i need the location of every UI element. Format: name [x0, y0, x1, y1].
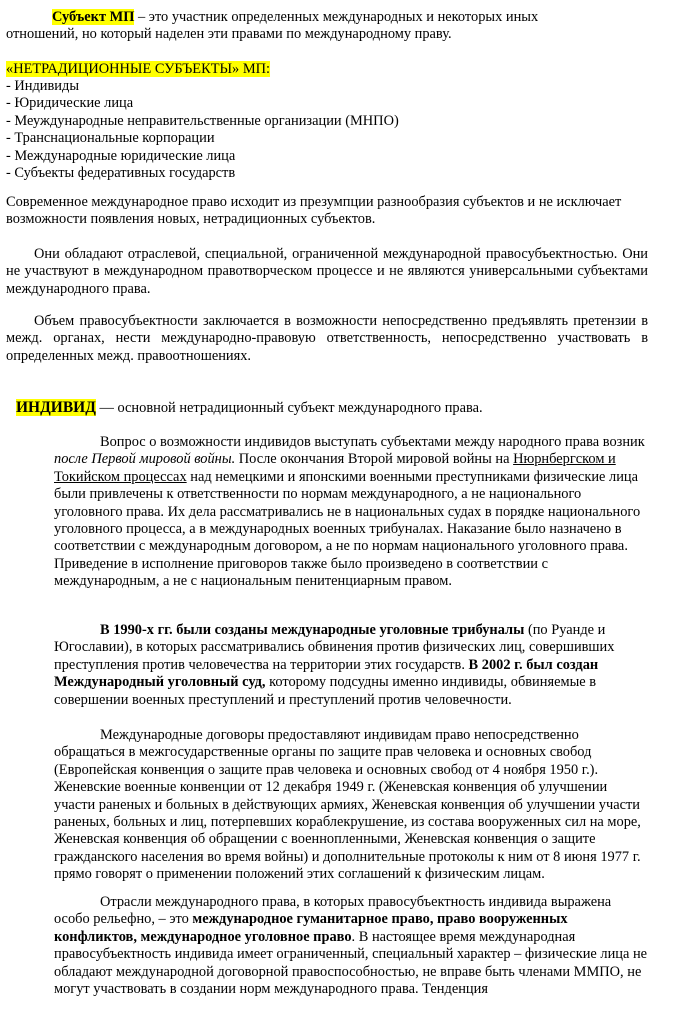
scope-paragraph: Объем правосубъектности заключается в возможности непосредственно предъявлять претензии в межд. органах, нести международно-правовую ответственность, непосредственно участвовать в определенных межд. правоотношениях.: [6, 313, 648, 364]
presumption-paragraph: Современное международное право исходит из презумпции разнообразия субъектов и не исключает возможности появления новых, нетрадиционных субъектов.: [6, 194, 622, 228]
icc-bold: В 2002 г. был создан Международный уголовный суд,: [54, 656, 599, 691]
individ-heading: [16, 399, 483, 417]
tribunals-bold: В 1990-х гг. были созданы международные уголовные трибуналы: [100, 622, 525, 638]
branches-bold: международное гуманитарное право, право вооруженных конфликтов, международное уголовное право: [54, 911, 568, 945]
list-item: - Меуждународные неправительственные организации (МНПО): [6, 112, 399, 129]
list-item: - Транснациональные корпорации: [6, 130, 215, 147]
nontraditional-list: [6, 78, 399, 182]
individ-text: — основной нетрадиционный субъект международного права.: [95, 400, 483, 416]
trials-link-text: Нюрнбергском и Токийском процессах: [54, 451, 616, 485]
list-item: - Юридические лица: [6, 95, 134, 112]
list-item: - Субъекты федеративных государств: [6, 165, 236, 182]
definition-term: Субъект МП: [52, 9, 135, 25]
list-item: - Индивиды: [6, 78, 79, 94]
nontraditional-heading-text: «НЕТРАДИЦИОННЫЕ СУБЪЕКТЫ» МП:: [6, 61, 271, 77]
definition-paragraph: [6, 9, 614, 44]
tribunals-paragraph: В 1990-х гг. были созданы международные уголовные трибуналы (по Руанде и Югославии), в которых рассматривались обвинения против физических лиц, совершивших преступления против человечества на территории этих государств. В 2002 г. был создан Международный уголовный суд, которому подсудны именно индивиды, обвиняемые в совершении военных преступлений и преступлений против человечности.: [54, 622, 615, 708]
branches-paragraph: Отрасли международного права, в которых правосубъектность индивида выражена особо рельефно, – это международное гуманитарное право, право вооруженных конфликтов, международное уголовное право. В настоящее время международная правосубъектность индивида имеет ограниченный, специальный характер – физические лица не обладают международной договорной правоспособностью, не вправе быть членами ММПО, не могут участвовать в создании норм международного права. Тенденция: [54, 894, 648, 998]
capacity-paragraph: Они обладают отраслевой, специальной, ограниченной международной правосубъектностью. Они не участвуют в международном правотворческом процессе и не являются универсальными субъектами международного права.: [6, 246, 648, 297]
treaties-paragraph: Международные договоры предоставляют индивидам право непосредственно обращаться в межгосударственные органы по защите прав человека и основных свобод (Европейская конвенция о защите прав человека и основных свобод от 4 ноября 1950 г.). Женевские военные конвенции от 12 декабря 1949 г. (Женевская конвенция об улучшении участи раненых и больных в действующих армиях, Женевская конвенция об улучшении участи раненых, больных и лиц, потерпевших кораблекрушение, из состава вооруженных сил на море, Женевская конвенция об обращении с военнопленными, Женевская конвенция о защите гражданского населения во время войны) и дополнительные протоколы к ним от 8 июня 1977 г. прямо говорят о применении положений этих соглашений к физическим лицам.: [54, 727, 641, 883]
individ-term: ИНДИВИД: [16, 399, 96, 416]
list-item: - Международные юридические лица: [6, 147, 236, 164]
ww1-phrase: после Первой мировой войны.: [54, 451, 236, 468]
definition-text: – это участник определенных международных и некоторых иных отношений, но который наделен эти правами по международному праву.: [6, 9, 539, 43]
history-paragraph: Вопрос о возможности индивидов выступать субъектами между народного права возник после Первой мировой войны. После окончания Второй мировой войны на Нюрнбергском и Токийском процессах над немецкими и японскими военными преступниками физические лица были привлечены к ответственности по нормам международного, а не национального уголовного права. Их дела рассматривались не в национальных судах в порядке национального уголовного процесса, а в международных военных трибуналах. Наказание было назначено в соответствии с международным договором, а не по нормам национального уголовного права. Приведение в исполнение приговоров также было произведено в соответствии с международным, а не с национальным пенитенциарным правом.: [54, 434, 645, 590]
nontraditional-heading: [6, 61, 270, 78]
